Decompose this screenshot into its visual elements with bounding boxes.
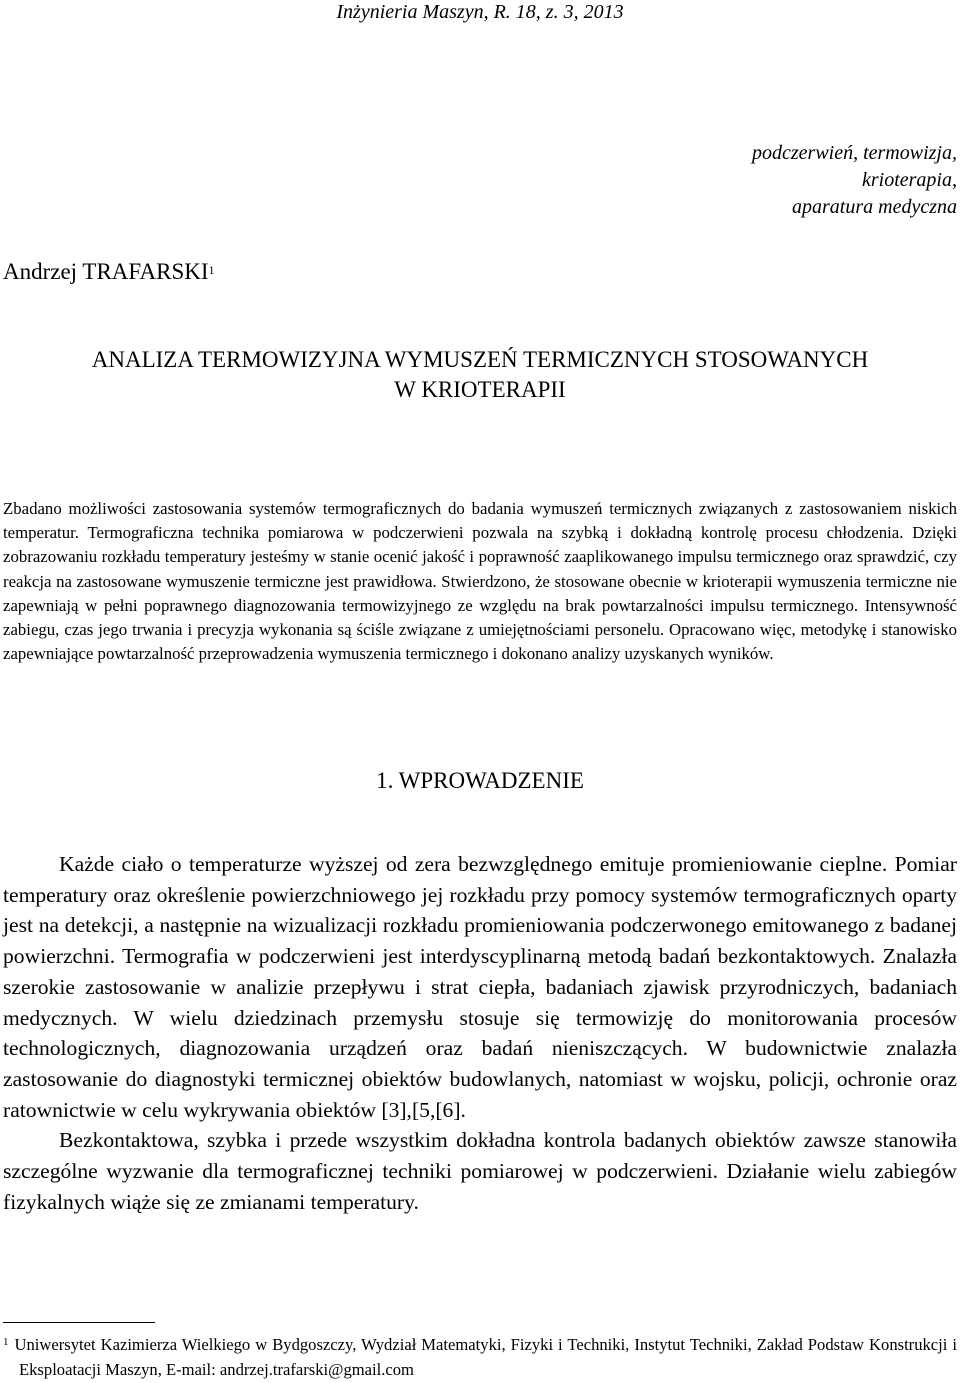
footnote-rule — [3, 1322, 155, 1323]
footnote-text-block — [3, 1332, 957, 1382]
body-paragraph: Bezkontaktowa, szybka i przede wszystkim dokładna kontrola badanych obiektów zawsze stanowiła szczególne wyzwanie dla termograficznej techniki pomiarowej w podczerwieni. Działanie wielu zabiegów fizykalnych wiąże się ze zmianami temperatury. — [3, 1128, 957, 1214]
footnote — [3, 1332, 957, 1382]
footnote-text: Uniwersytet Kazimierza Wielkiego w Bydgoszczy, Wydział Matematyki, Fizyki i Techniki, Instytut Techniki, Zakład Podstaw Konstrukcji i Eksploatacji Maszyn, E-mail: andrzej.trafarski@gmail.com — [14, 1335, 957, 1379]
author — [3, 258, 215, 286]
abstract-text: Zbadano możliwości zastosowania systemów termograficznych do badania wymuszeń termicznych związanych z zastosowaniem niskich temperatur. Termograficzna technika pomiarowa w podczerwieni pozwala na szybką i dokładną kontrolę procesu chłodzenia. Dzięki zobrazowaniu rozkładu temperatury jesteśmy w stanie ocenić jakość i poprawność zaaplikowanego impulsu termicznego oraz sprawdzić, czy reakcja na zastosowane wymuszenie termiczne jest prawidłowa. Stwierdzono, że stosowane obecnie w krioterapii wymuszenia termiczne nie zapewniają w pełni poprawnego diagnozowania termowizyjnego ze względu na brak powtarzalności impulsu termicznego. Intensywność zabiegu, czas jego trwania i precyzja wykonania są ściśle związane z umiejętnościami personelu. Opracowano więc, metodykę i stanowisko zapewniające powtarzalność przeprowadzenia wymuszenia termicznego i dokonano analizy uzyskanych wyników. — [3, 499, 957, 664]
footnote-mark: 1 — [3, 1336, 9, 1348]
body-text — [3, 849, 957, 1217]
title-line: W KRIOTERAPII — [394, 377, 566, 402]
section-heading: 1. WPROWADZENIE — [376, 768, 584, 793]
keyword-line: podczerwień, termowizja, — [752, 142, 957, 164]
abstract — [3, 497, 957, 666]
paper-title — [0, 345, 960, 405]
author-name: Andrzej TRAFARSKI — [3, 259, 209, 284]
title-line: ANALIZA TERMOWIZYJNA WYMUSZEŃ TERMICZNYCH STOSOWANYCH — [91, 347, 869, 372]
body-paragraph: Każde ciało o temperaturze wyższej od zera bezwzględnego emituje promieniowanie cieplne. Pomiar temperatury oraz określenie powierzchniowego jej rozkładu przy pomocy systemów termograficznych oparty jest na detekcji, a następnie na wizualizacji rozkładu promieniowania podczerwonego emitowanego z badanej powierzchni. Termografia w podczerwieni jest interdyscyplinarną metodą badań bezkontaktowych. Znalazła szerokie zastosowanie w analizie przepływu i strat ciepła, badaniach zjawisk przyrodniczych, badaniach medycznych. W wielu dziedzinach przemysłu stosuje się termowizję do monitorowania procesów technologicznych, diagnozowania urządzeń oraz badań nieniszczących. W budownictwie znalazła zastosowanie do diagnostyki termicznej obiektów budowlanych, natomiast w wojsku, policji, ochronie oraz ratownictwie w celu wykrywania obiektów [3],[5,[6]. — [3, 852, 957, 1122]
journal-header: Inżynieria Maszyn, R. 18, z. 3, 2013 — [336, 1, 624, 23]
keyword-line: aparatura medyczna — [792, 196, 957, 218]
keyword-line: krioterapia, — [862, 169, 957, 191]
keywords — [557, 140, 957, 221]
author-footnote-mark: 1 — [208, 263, 215, 277]
